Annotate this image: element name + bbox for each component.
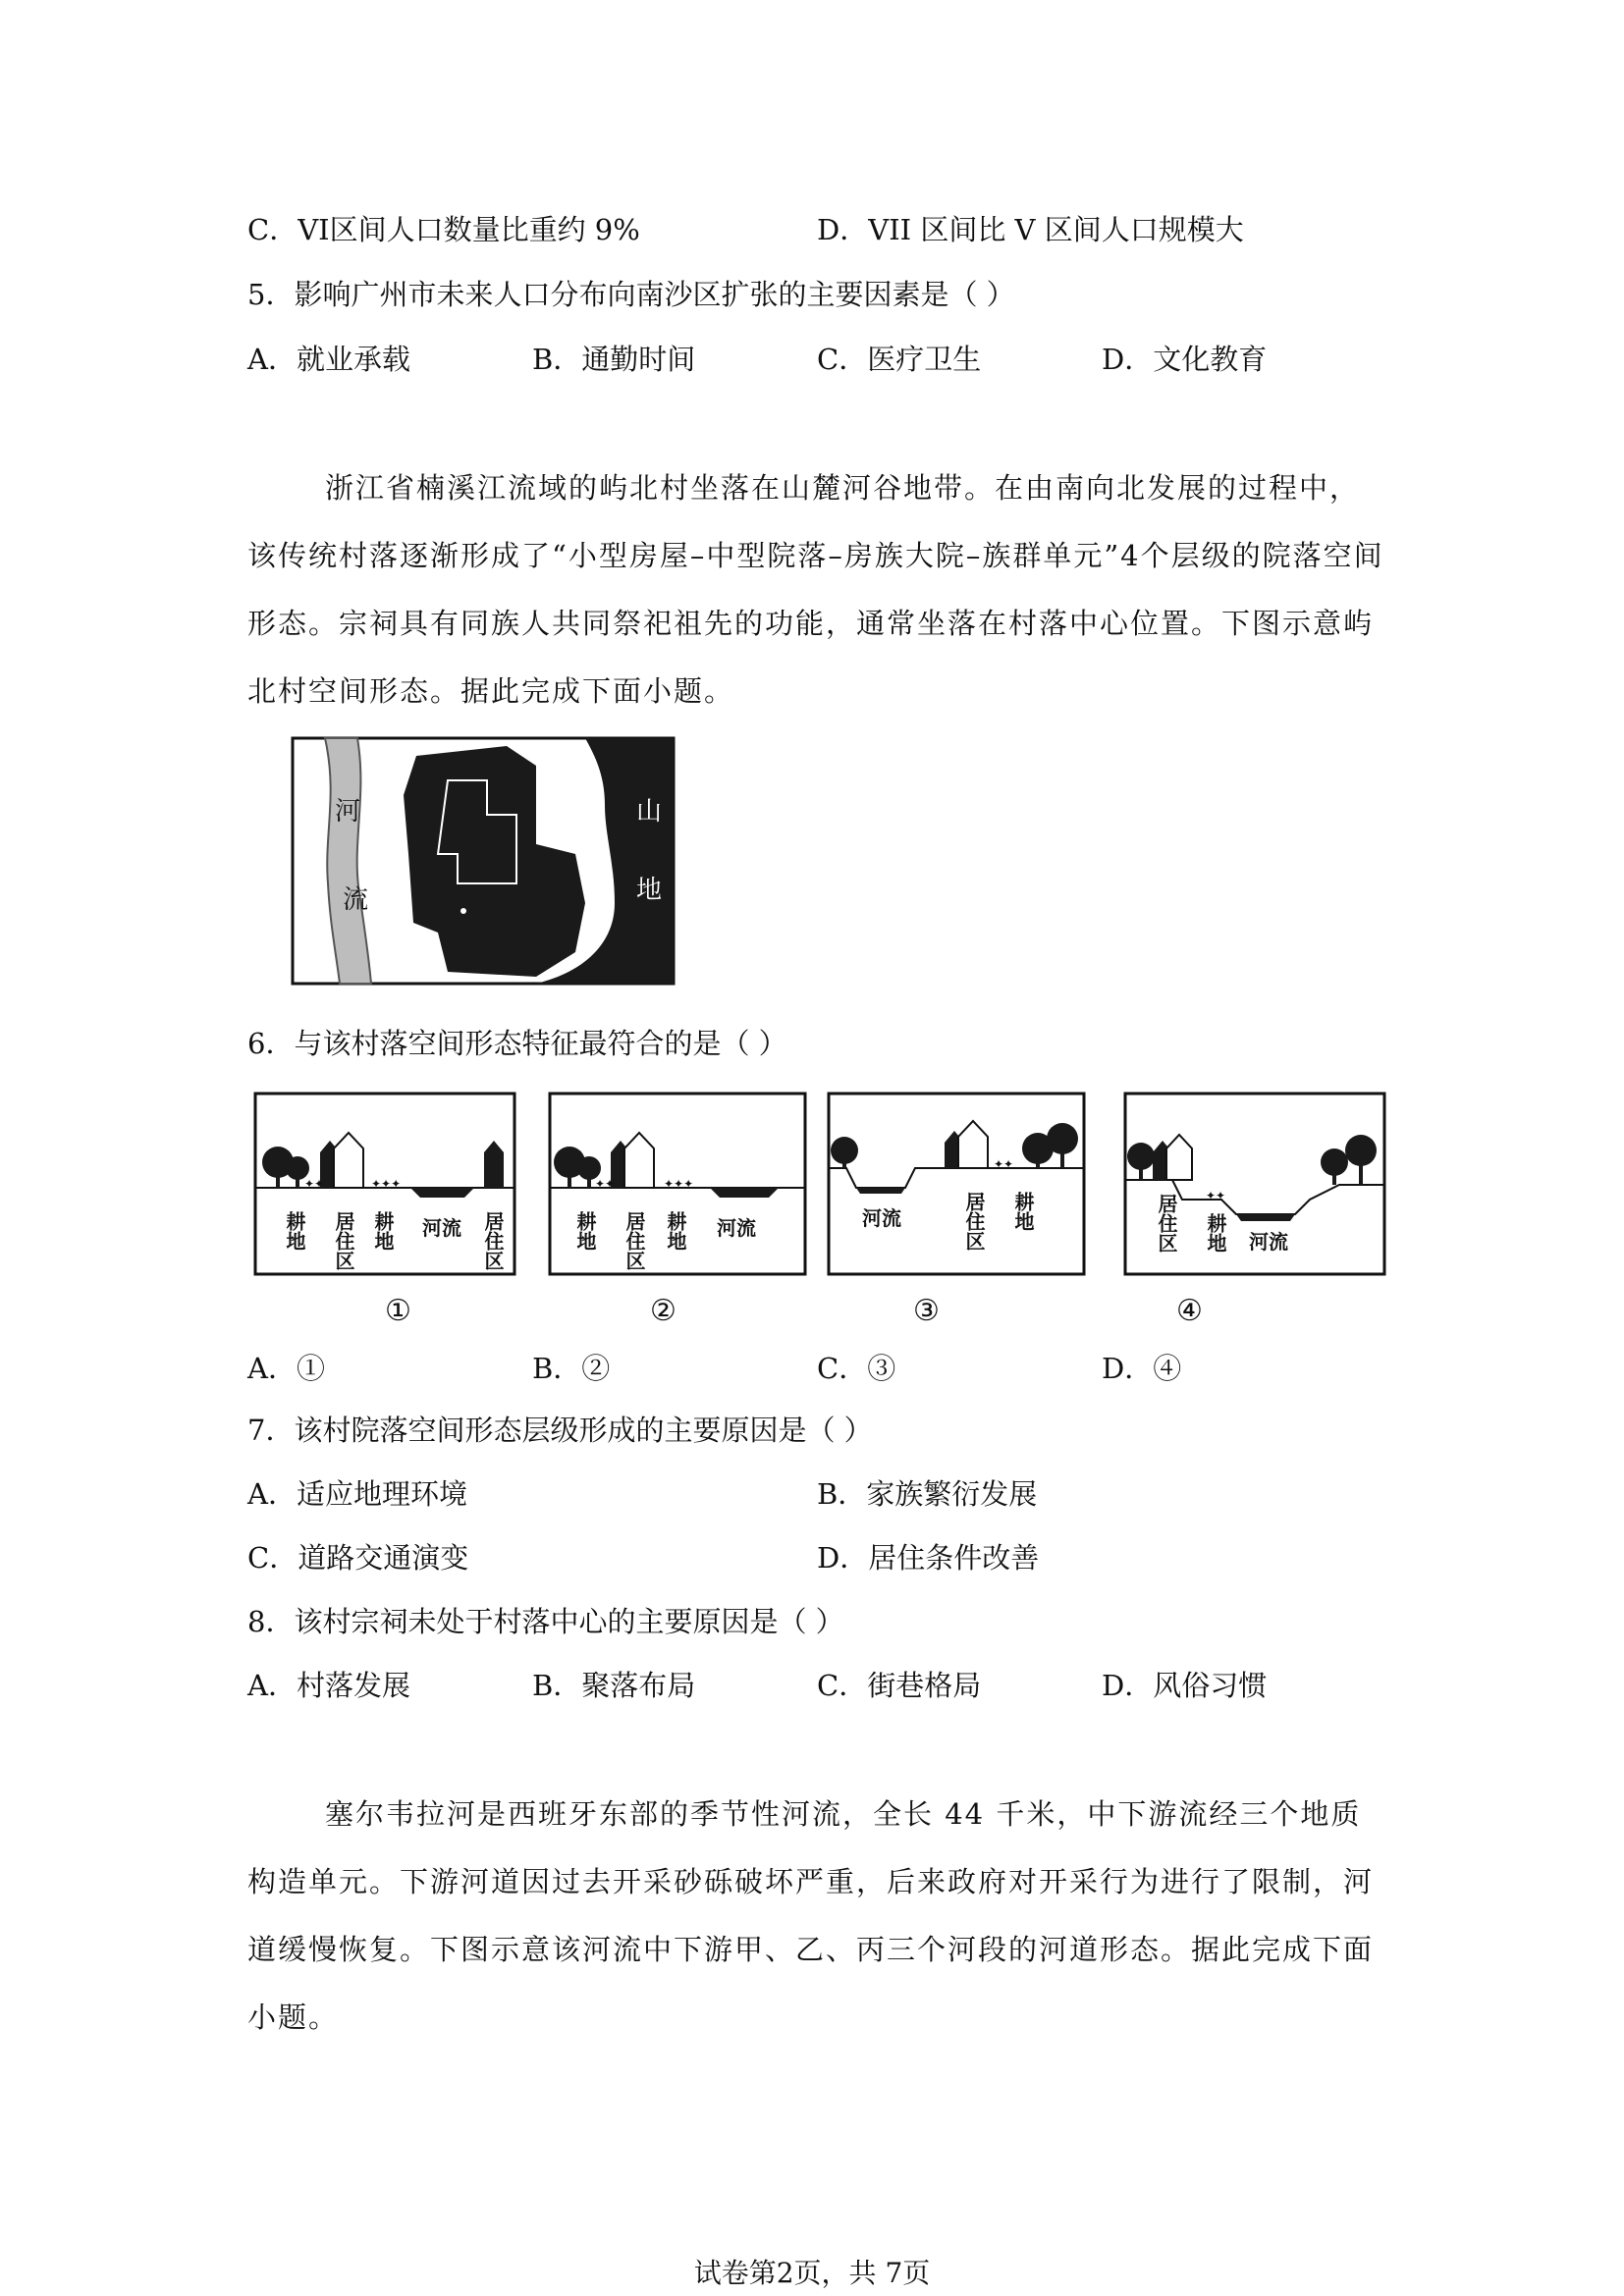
diagram-4 [1123,1092,1386,1276]
d2-label-river: 河流 [717,1216,756,1240]
q5-option-d: D．文化教育 [1102,343,1268,376]
d1-label-river: 河流 [422,1216,461,1240]
passage-yubei-village: 浙江省楠溪江流域的屿北村坐落在山麓河谷地带。在由南向北发展的过程中，该传统村落逐渐形成了“小型房屋–中型院落–房族大院–族群单元”4个层级的院落空间形态。宗祠具有同族人共同祭祀祖先的功能，通常坐落在村落中心位置。下图示意屿北村空间形态。据此完成下面小题。 [247,471,1384,708]
d4-label-river: 河流 [1249,1230,1288,1254]
diagram-2 [548,1092,807,1276]
q8-option-b: B．聚落布局 [532,1669,696,1702]
q7-stem: 7．该村院落空间形态层级形成的主要原因是（ ） [247,1414,873,1447]
q7-option-d: D．居住条件改善 [817,1541,1040,1575]
q6-option-a: A．① [247,1352,325,1385]
q8-stem: 8．该村宗祠未处于村落中心的主要原因是（ ） [247,1605,844,1638]
q6-option-b: B．② [532,1352,611,1385]
d4-label-farmland: 耕地 [1204,1213,1227,1253]
river-label-1: 河 [334,797,361,827]
q5-option-a: A．就业承载 [247,343,410,376]
q8-option-a: A．村落发展 [247,1669,410,1702]
svg-text:✦✦: ✦✦ [304,1177,325,1191]
diagram-1-number: ① [385,1294,411,1328]
diagram-3-number: ③ [913,1294,940,1328]
q6-option-c: C．③ [817,1352,896,1385]
q4-option-d: D．VII 区间比 V 区间人口规模大 [817,213,1244,246]
d3-label-residential: 居住区 [962,1192,986,1251]
q8-option-d: D．风俗习惯 [1102,1669,1268,1702]
d3-label-farmland: 耕地 [1011,1192,1035,1231]
village-map-figure [291,736,676,986]
q6-stem: 6．与该村落空间形态特征最符合的是（ ） [247,1027,787,1060]
q7-option-a: A．适应地理环境 [247,1477,467,1511]
q8-option-c: C．街巷格局 [817,1669,982,1702]
q5-stem: 5．影响广州市未来人口分布向南沙区扩张的主要因素是（ ） [247,278,1015,311]
diagram-2-number: ② [650,1294,677,1328]
q4-option-c: C．VI区间人口数量比重约 9% [247,213,640,246]
river-label-2: 流 [342,885,369,915]
d1-label-residential-1: 居住区 [332,1211,355,1270]
svg-text:✦✦: ✦✦ [994,1157,1014,1171]
diagram-4-number: ④ [1176,1294,1203,1328]
q5-option-c: C．医疗卫生 [817,343,982,376]
d2-label-farmland-2: 耕地 [664,1211,687,1251]
page-footer: 试卷第2页，共 7页 [693,2257,931,2289]
d1-label-residential-2: 居住区 [481,1211,505,1270]
d1-label-farmland-1: 耕地 [283,1211,306,1251]
d2-label-farmland-1: 耕地 [573,1211,597,1251]
diagram-1 [253,1092,516,1276]
d4-label-residential: 居住区 [1155,1194,1178,1253]
svg-text:✦✦✦: ✦✦✦ [664,1177,694,1191]
passage-cervera-river: 塞尔韦拉河是西班牙东部的季节性河流，全长 44 千米，中下游流经三个地质构造单元。下游河道因过去开采砂砾破坏严重，后来政府对开采行为进行了限制，河道缓慢恢复。下图示意该河流中下游甲、乙、丙三个河段的河道形态。据此完成下面小题。 [247,1797,1375,2034]
svg-text:✦✦✦: ✦✦✦ [371,1177,402,1191]
diagram-3 [827,1092,1086,1276]
svg-text:✦✦: ✦✦ [1206,1189,1226,1202]
q6-option-d: D．④ [1102,1352,1182,1385]
d2-label-residential: 居住区 [623,1211,646,1270]
q5-option-b: B．通勤时间 [532,343,696,376]
mountain-label-2: 地 [635,876,663,905]
q7-option-c: C．道路交通演变 [247,1541,469,1575]
q7-option-b: B．家族繁衍发展 [817,1477,1038,1511]
mountain-label-1: 山 [635,797,663,827]
svg-text:✦✦: ✦✦ [595,1177,616,1191]
d3-label-river: 河流 [862,1206,901,1230]
d1-label-farmland-2: 耕地 [371,1211,395,1251]
